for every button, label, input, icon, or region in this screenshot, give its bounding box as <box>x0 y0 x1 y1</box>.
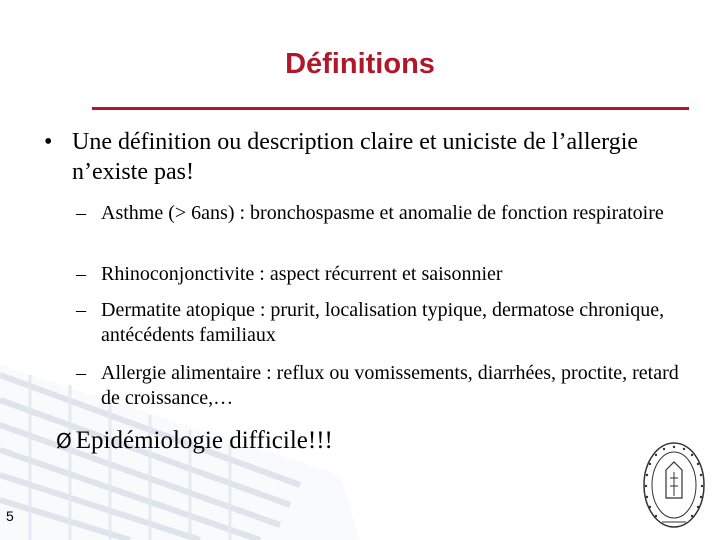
arrow-marker-icon: Ø <box>56 429 72 453</box>
bullet-marker: • <box>44 129 53 155</box>
dash-marker: – <box>76 362 86 384</box>
dash-marker: – <box>76 202 86 224</box>
sub-item-text: Dermatite atopique : prurit, localisation typique, dermatose chronique, antécédents familiaux <box>101 299 665 346</box>
dash-marker: – <box>76 299 86 321</box>
sub-item-text: Allergie alimentaire : reflux ou vomissements, diarrhées, proctite, retard de croissance,… <box>101 362 679 409</box>
dash-marker: – <box>76 263 86 285</box>
sub-item-text: Asthme (> 6ans) : bronchospasme et anomalie de fonction respiratoire <box>101 202 664 224</box>
university-seal-icon <box>640 438 708 532</box>
sub-item-text: Rhinoconjonctivite : aspect récurrent et saisonnier <box>101 263 503 285</box>
main-bullet-text: Une définition ou description claire et uniciste de l’allergie n’existe pas! <box>72 129 639 185</box>
page-number: 5 <box>6 508 14 524</box>
title-divider <box>92 107 689 110</box>
arrow-bullet-text: Epidémiologie difficile!!! <box>75 427 333 454</box>
arrow-bullet <box>56 426 333 456</box>
slide-title: Définitions <box>285 48 435 80</box>
